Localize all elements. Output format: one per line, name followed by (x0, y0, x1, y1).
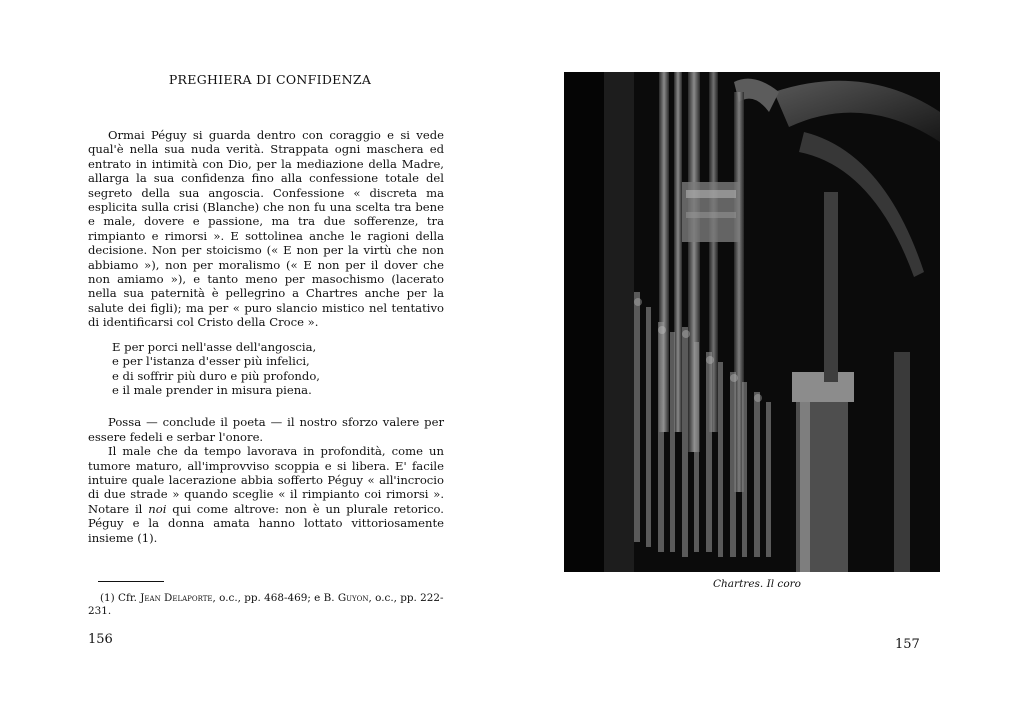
poem (112, 340, 444, 398)
paragraph-3 (88, 444, 444, 545)
footnote-middle: , o.c., pp. 468-469; e B. (212, 592, 338, 604)
running-head: PREGHIERA DI CONFIDENZA (168, 72, 372, 87)
right-page (512, 0, 1024, 725)
footnote-suffix: , o.c., pp. 222-231. (88, 592, 444, 618)
photo-caption: Chartres. Il coro (713, 578, 801, 590)
footnote-rule (98, 581, 164, 582)
paragraph-2: Possa — conclude il poeta — il nostro sforzo valere per essere fedeli e serbar l'onore. (88, 415, 444, 444)
poem-line: E per porci nell'asse dell'angoscia, (112, 339, 317, 354)
footnote-author-guyon: Guyon (337, 592, 369, 604)
poem-line: e il male prender in misura piena. (112, 382, 312, 397)
paragraph-3-part-2: qui come altrove: non è un plurale retorico. Péguy e la donna amata hanno lottato vittoriosamente insieme (1). (88, 501, 444, 545)
page-number-left: 156 (88, 632, 113, 647)
poem-line: e per l'istanza d'esser più infelici, (112, 354, 310, 369)
footnote-prefix: (1) Cfr. (100, 592, 141, 604)
footnote (88, 592, 444, 619)
emphasis-noi: noi (148, 501, 167, 516)
page-number-right: 157 (895, 637, 920, 652)
poem-line: e di soffrir più duro e più profondo, (112, 368, 320, 383)
paragraph-3-part-1: Il male che da tempo lavorava in profondità, come un tumore maturo, all'improvviso scoppia e si libera. E' facile intuire quale lacerazione abbia sofferto Péguy « all'incrocio di due strade » quando sceglie « il rimpianto coi rimorsi ». Notare il (88, 444, 444, 516)
body-text (88, 128, 444, 545)
cathedral-choir-photo (564, 72, 940, 572)
paragraph-1: Ormai Péguy si guarda dentro con coraggio e si vede qual'è nella sua nuda verità. Strappata ogni maschera ed entrato in intimità con Dio, per la mediazione della Madre, allarga la sua confidenza fino alla confessione totale del segreto della sua angoscia. Confessione « discreta ma esplicita sulla crisi (Blanche) che non fu una scelta tra bene e male, dovere e passione, ma tra due sofferenze, tra rimpianto e rimorsi ». E sottolinea anche le ragioni della decisione. Non per stoicismo (« E non per la virtù che non abbiamo »), non per moralismo (« E non per il dover che non amiamo »), e tanto meno per masochismo (lacerato nella sua paternità è pellegrino a Chartres anche per la salute dei figli); ma per « puro slancio mistico nel tentativo di identificarsi col Cristo della Croce ». (88, 128, 444, 330)
footnote-author-delaporte: Jean Delaporte (140, 592, 213, 604)
photo-rendering (564, 72, 940, 572)
